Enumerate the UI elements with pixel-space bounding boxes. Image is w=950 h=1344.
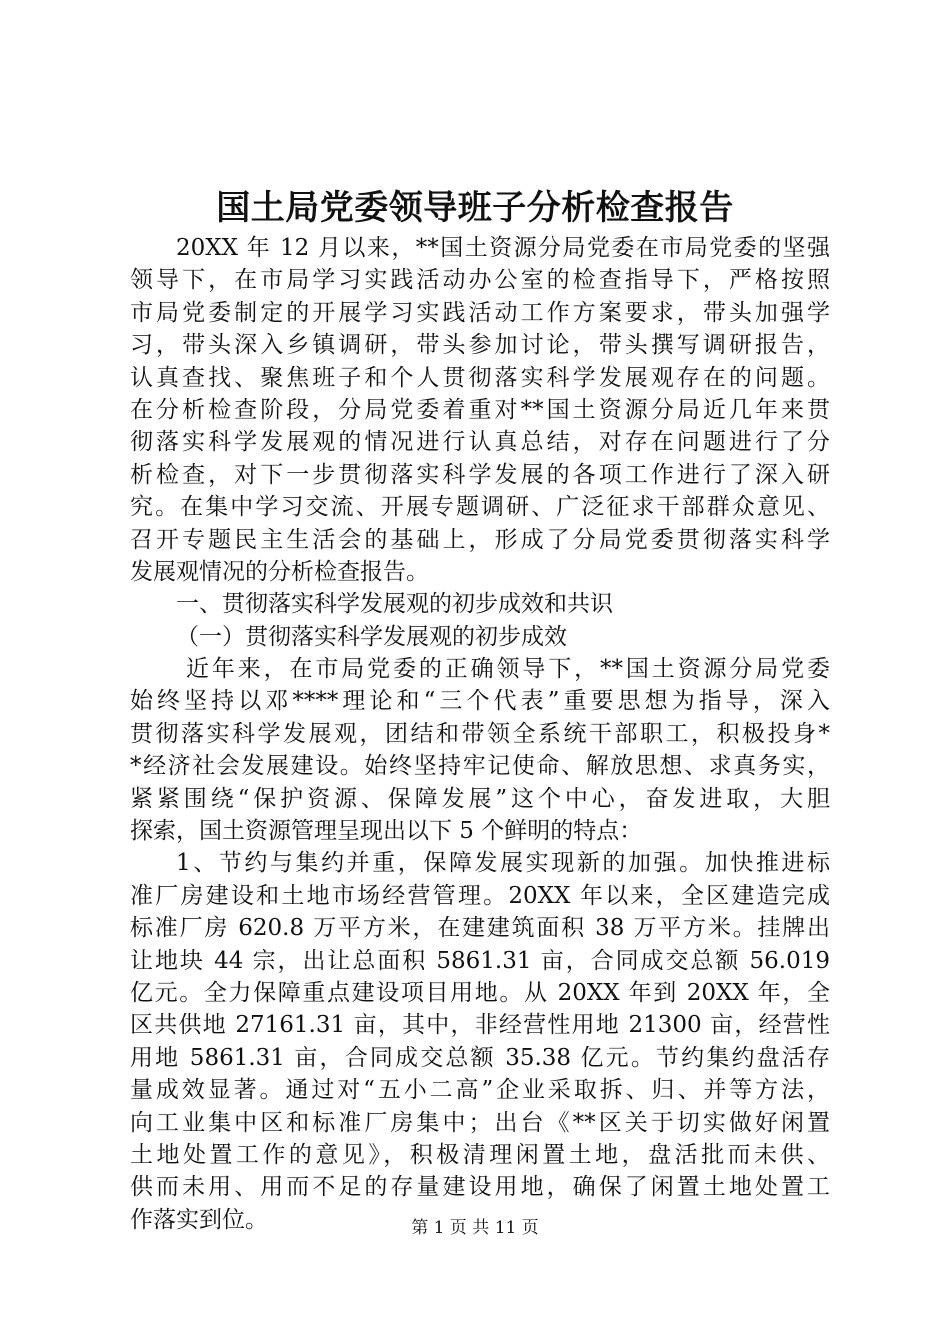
- document-title: 国土局党委领导班子分析检查报告: [216, 188, 734, 228]
- body-line: 量成效显著。通过对“五小二高”企业采取拆、归、并等方法，: [130, 1077, 830, 1104]
- body-line: 发展观情况的分析检查报告。: [130, 558, 429, 585]
- body-line: 区共供地 27161.31 亩，其中，非经营性用地 21300 亩，经营性: [130, 1012, 830, 1039]
- body-line: 近年来，在市局党委的正确领导下，**国土资源分局党委: [186, 656, 830, 683]
- body-line: *经济社会发展建设。始终坚持牢记使命、解放思想、求真务实，: [130, 753, 830, 780]
- body-line: 认真查找、聚焦班子和个人贯彻落实科学发展观存在的问题。: [130, 364, 830, 391]
- body-line: 领导下，在市局学习实践活动办公室的检查指导下，严格按照: [130, 267, 830, 294]
- body-line: 市局党委制定的开展学习实践活动工作方案要求，带头加强学: [130, 299, 830, 326]
- body-line: 标准厂房 620.8 万平方米，在建建筑面积 38 万平方米。挂牌出: [130, 915, 830, 942]
- body-line: 探索，国土资源管理呈现出以下 5 个鲜明的特点：: [130, 818, 643, 845]
- body-line: 准厂房建设和土地市场经营管理。20XX 年以来，全区建造完成: [130, 882, 830, 909]
- body-line: 供而未用、用而不足的存量建设用地，确保了闲置土地处置工: [130, 1174, 830, 1201]
- body-line: 1、节约与集约并重，保障发展实现新的加强。加快推进标: [176, 850, 830, 877]
- body-line: 贯彻落实科学发展观，团结和带领全系统干部职工，积极投身*: [130, 720, 830, 747]
- body-line: 究。在集中学习交流、开展专题调研、广泛征求干部群众意见、: [130, 494, 830, 521]
- body-line: 习，带头深入乡镇调研，带头参加讨论，带头撰写调研报告，: [130, 332, 830, 359]
- body-line: 让地块 44 宗，出让总面积 5861.31 亩，合同成交总额 56.019: [130, 947, 830, 974]
- body-line: 作落实到位。: [130, 1206, 268, 1233]
- body-line: 20XX 年 12 月以来，**国土资源分局党委在市局党委的坚强: [176, 235, 830, 261]
- body-line: 彻落实科学发展观的情况进行认真总结，对存在问题进行了分: [130, 429, 830, 456]
- document-body: [130, 232, 830, 1236]
- body-line: 在分析检查阶段，分局党委着重对**国土资源分局近几年来贯: [130, 396, 830, 423]
- section-heading: 一、贯彻落实科学发展观的初步成效和共识: [176, 591, 613, 618]
- body-line: 始终坚持以邓****理论和“三个代表”重要思想为指导，深入: [130, 688, 830, 715]
- body-line: 土地处置工作的意见》，积极清理闲置土地，盘活批而未供、: [130, 1141, 830, 1168]
- body-line: 亿元。全力保障重点建设项目用地。从 20XX 年到 20XX 年，全: [130, 979, 830, 1006]
- page-footer: 第 1 页 共 11 页: [411, 1218, 539, 1238]
- body-line: 紧紧围绕“保护资源、保障发展”这个中心，奋发进取，大胆: [130, 785, 830, 812]
- body-line: 析检查，对下一步贯彻落实科学发展的各项工作进行了深入研: [130, 461, 830, 488]
- subsection-heading: （一）贯彻落实科学发展观的初步成效: [176, 623, 567, 650]
- body-line: 用地 5861.31 亩，合同成交总额 35.38 亿元。节约集约盘活存: [130, 1044, 830, 1071]
- body-line: 召开专题民主生活会的基础上，形成了分局党委贯彻落实科学: [130, 526, 830, 553]
- body-line: 向工业集中区和标准厂房集中；出台《**区关于切实做好闲置: [130, 1109, 830, 1136]
